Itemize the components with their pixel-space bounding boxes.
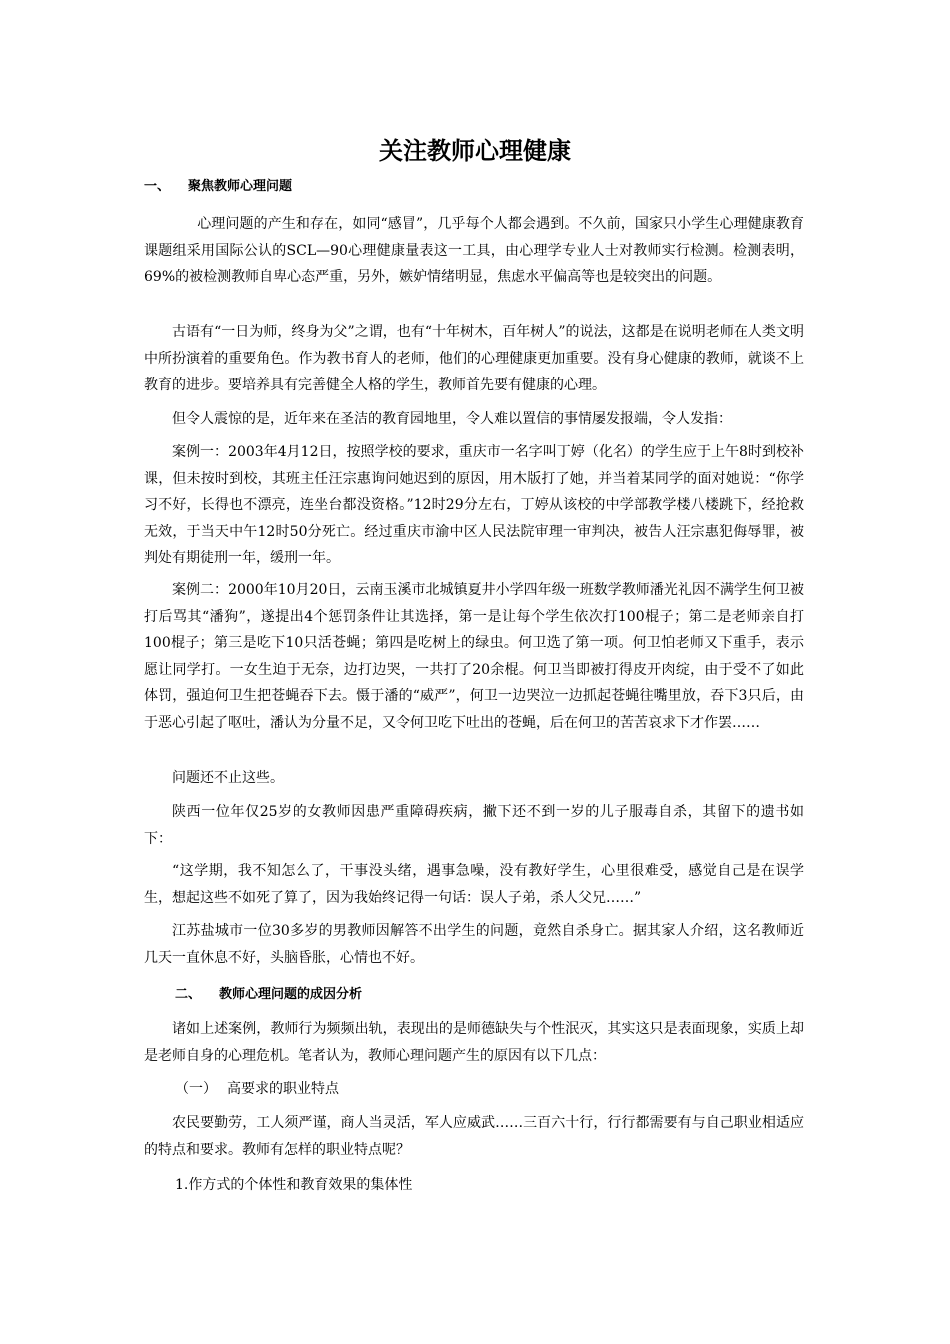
section-number-2: 二、 xyxy=(175,987,202,1002)
list-item-1: 1.作方式的个体性和教育效果的集体性 xyxy=(175,1177,413,1193)
paragraph-jiangsu-teacher: 江苏盐城市一位30多岁的男教师因解答不出学生的问题，竟然自杀身亡。据其家人介绍，这名教师近几天一直休息不好，头脑昏胀，心情也不好。 xyxy=(144,923,804,966)
paragraph-suicide-note: “这学期，我不知怎么了，干事没头绪，遇事急噪，没有教好学生，心里很难受，感觉自己是在误学生，想起这些不如死了算了，因为我始终记得一句话：误人子弟，杀人父兄……” xyxy=(144,863,804,906)
paragraph-intro: 心理问题的产生和存在，如同“感冒”，几乎每个人都会遇到。不久前，国家只小学生心理健康教育课题组采用国际公认的SCL—90心理健康量表这一工具，由心理学专业人士对教师实行检测。检测表明，69%的被检测教师自卑心态严重，另外，嫉妒情绪明显，焦虑水平偏高等也是较突出的问题。 xyxy=(144,216,804,285)
paragraph-case-two: 案例二：2000年10月20日，云南玉溪市北城镇夏井小学四年级一班数学教师潘光礼因不满学生何卫被打后骂其“潘狗”，遂提出4个惩罚条件让其选择，第一是让每个学生依次打100棍子；第二是老师亲自打100棍子；第三是吃下10只活苍蝇；第四是吃树上的绿虫。何卫选了第一项。何卫怕老师又下重手，表示愿让同学打。一女生迫于无奈，边打边哭，一共打了20余棍。何卫当即被打得皮开肉绽，由于受不了如此体罚，强迫何卫生把苍蝇吞下去。慑于潘的“威严”，何卫一边哭泣一边抓起苍蝇往嘴里放，吞下3只后，由于恶心引起了呕吐，潘认为分量不足，又令何卫吃下吐出的苍蝇，后在何卫的苦苦哀求下才作罢…… xyxy=(144,582,804,731)
paragraph-more-problems: 问题还不止这些。 xyxy=(172,770,284,786)
paragraph-cause-analysis: 诸如上述案例，教师行为频频出轨，表现出的是师德缺失与个性泯灭，其实这只是表面现象，实质上却是老师自身的心理危机。笔者认为，教师心理问题产生的原因有以下几点： xyxy=(144,1021,804,1064)
paragraph-professional-traits: 农民要勤劳，工人须严谨，商人当灵活，军人应威武……三百六十行，行行都需要有与自己职业相适应的特点和要求。教师有怎样的职业特点呢？ xyxy=(144,1115,804,1158)
subsection-number-1: （一） xyxy=(175,1081,217,1097)
subsection-heading-1 xyxy=(175,1076,339,1103)
paragraph-shaanxi-teacher: 陕西一位年仅25岁的女教师因患严重障碍疾病，撇下还不到一岁的儿子服毒自杀，其留下的遗书如下： xyxy=(144,804,804,847)
paragraph-ancient-saying: 古语有“一日为师，终身为父”之谓，也有“十年树木，百年树人”的说法，这都是在说明老师在人类文明中所扮演着的重要角色。作为教书育人的老师，他们的心理健康更加重要。没有身心健康的教师，就谈不上教育的进步。要培养具有完善健全人格的学生，教师首先要有健康的心理。 xyxy=(144,324,804,393)
subsection-title-1: 高要求的职业特点 xyxy=(227,1081,339,1097)
paragraph-case-one: 案例一：2003年4月12日，按照学校的要求，重庆市一名字叫丁婷（化名）的学生应于上午8时到校补课，但未按时到校，其班主任汪宗惠询问她迟到的原因，用木版打了她，并当着某同学的面对她说：“你学习不好，长得也不漂亮，连坐台都没资格。”12时29分左右，丁婷从该校的中学部教学楼八楼跳下，经抢救无效，于当天中午12时50分死亡。经过重庆市渝中区人民法院审理一审判决，被告人汪宗惠犯侮辱罪，被判处有期徒刑一年，缓刑一年。 xyxy=(144,444,804,566)
section-title-1: 聚焦教师心理问题 xyxy=(188,179,293,194)
section-heading-1 xyxy=(144,177,292,197)
document-title: 关注教师心理健康 xyxy=(379,137,571,165)
section-title-2: 教师心理问题的成因分析 xyxy=(219,987,363,1002)
section-number-1: 一、 xyxy=(144,179,171,194)
paragraph-shocking: 但令人震惊的是，近年来在圣洁的教育园地里，令人难以置信的事情屡发报端，令人发指： xyxy=(172,411,732,427)
section-heading-2 xyxy=(175,985,362,1005)
